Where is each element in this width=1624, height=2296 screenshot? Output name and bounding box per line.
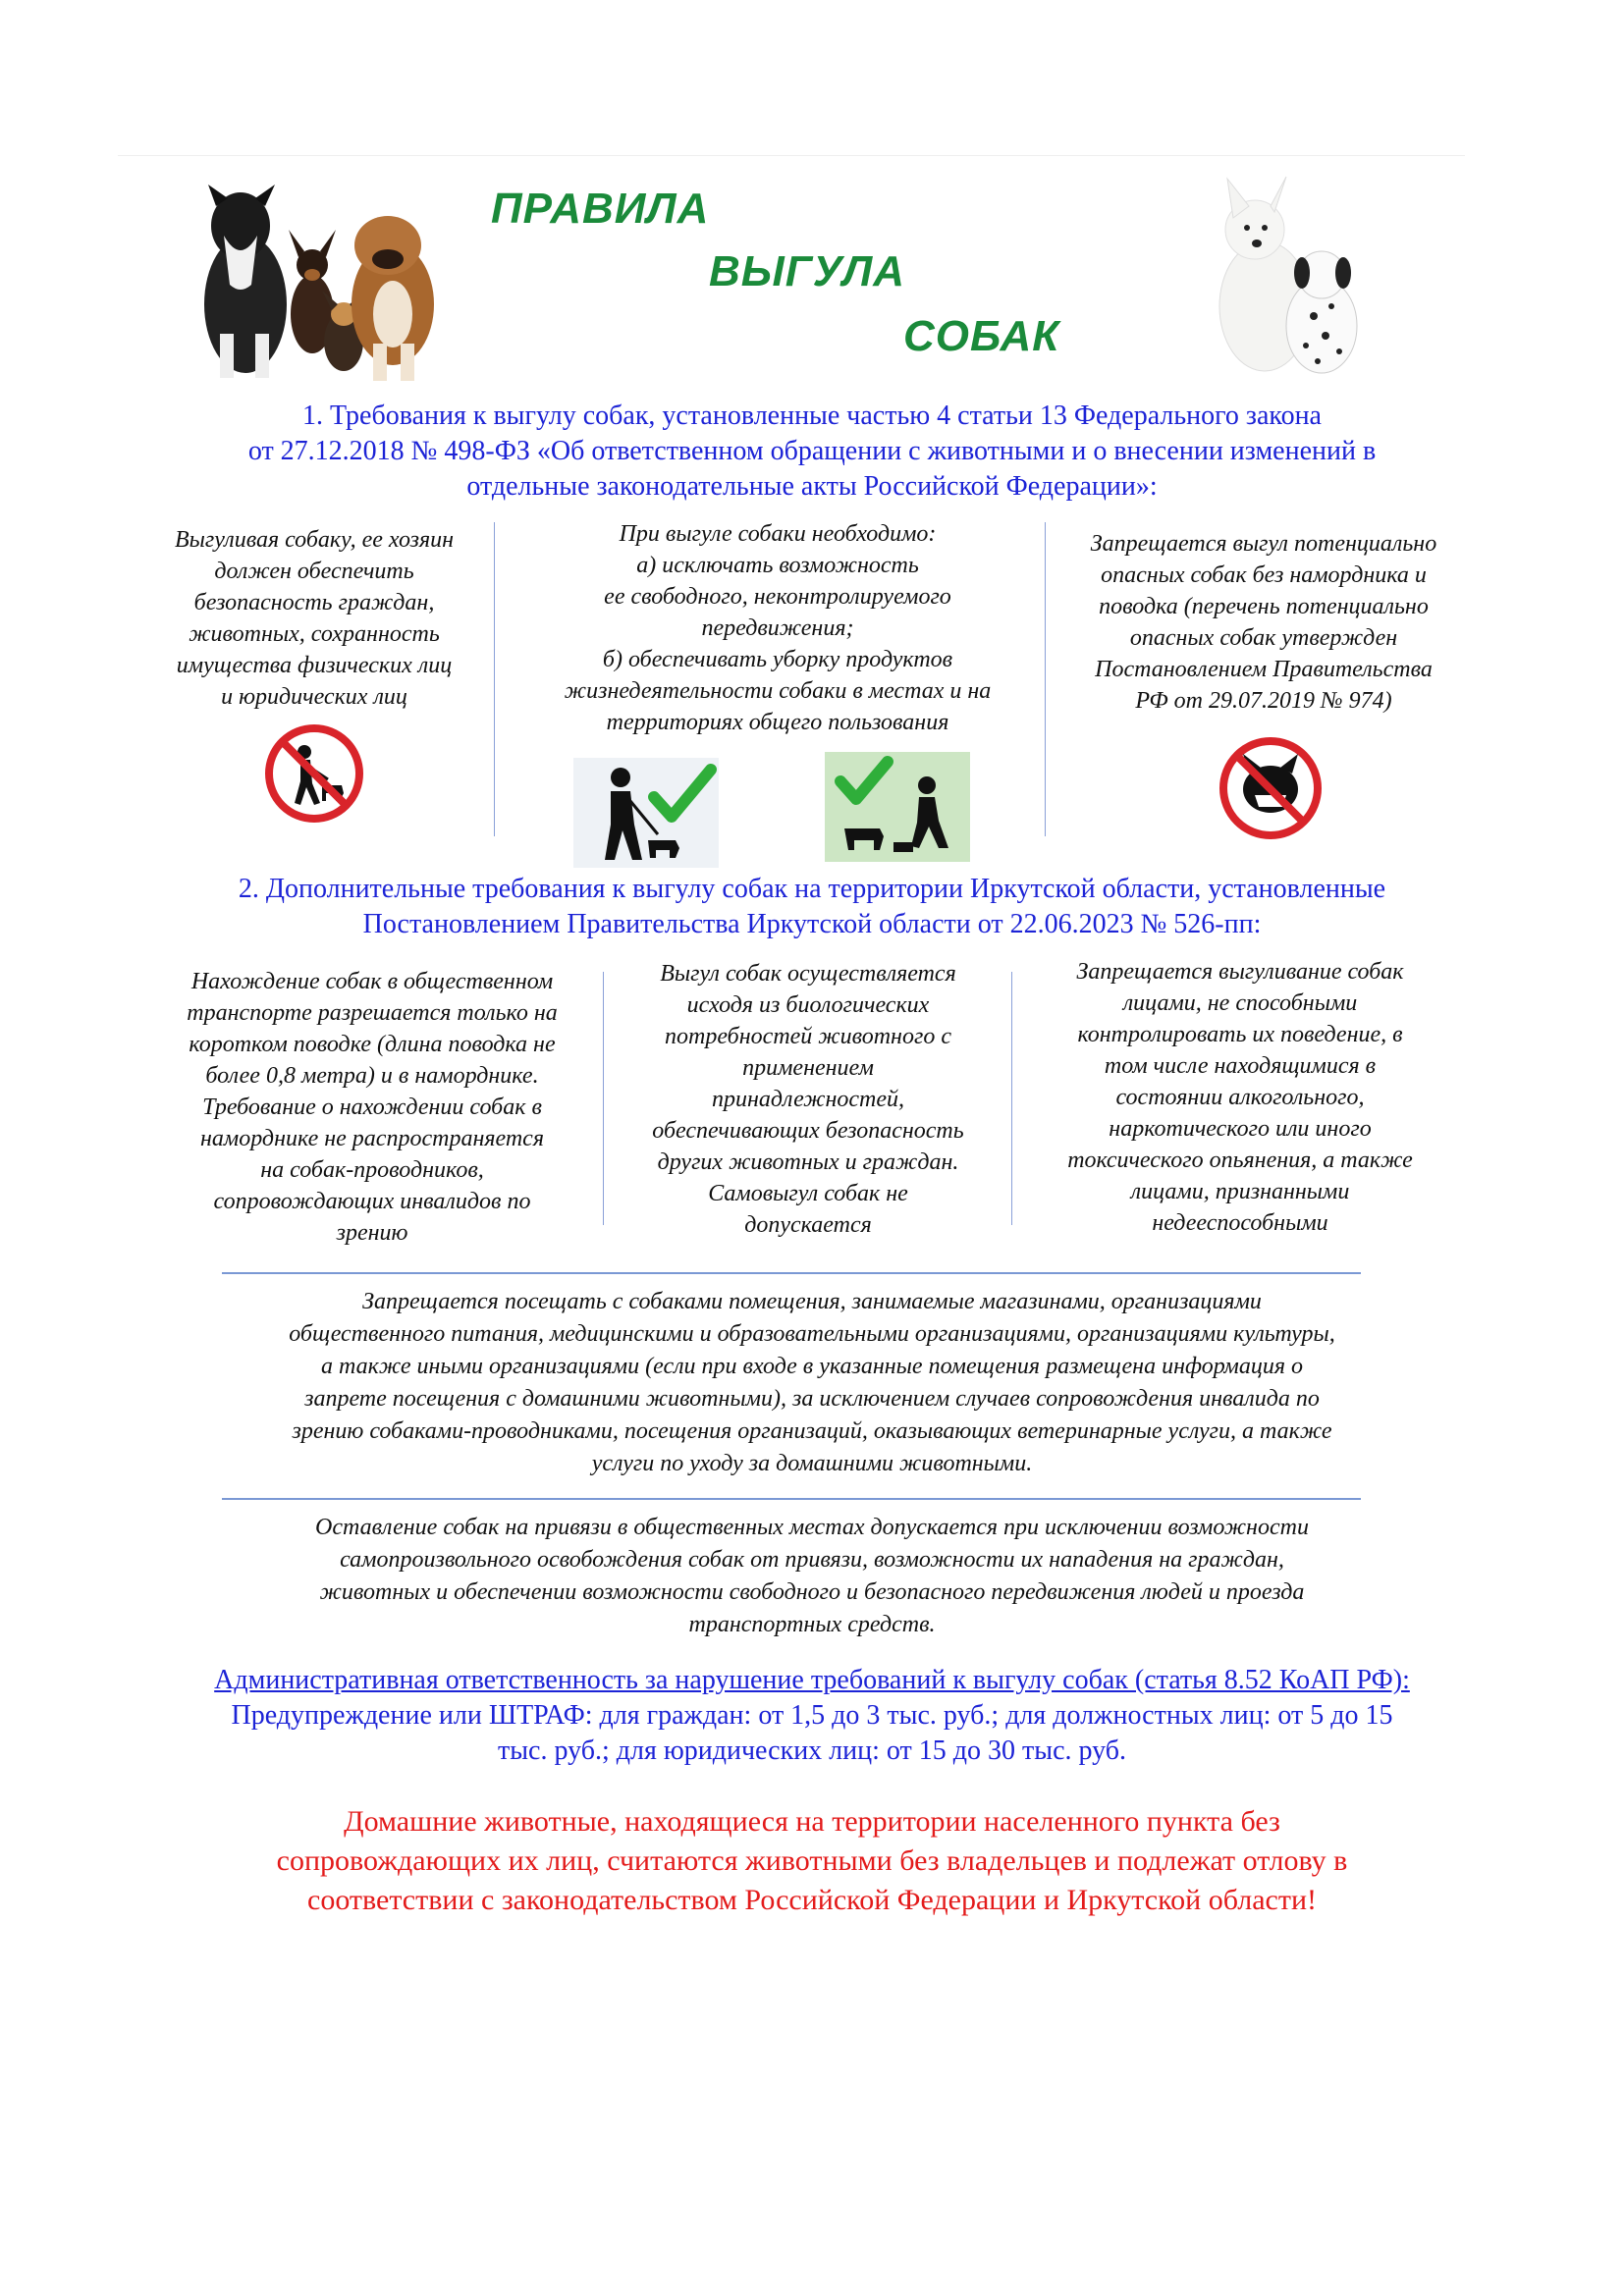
text-line: недееспособными bbox=[1152, 1210, 1328, 1236]
text-line: исходя из биологических bbox=[686, 992, 930, 1018]
text-line: потребностей животного с bbox=[665, 1024, 951, 1049]
section2-col3 bbox=[1021, 956, 1459, 1239]
text-line: услуги по уходу за домашними животными. bbox=[591, 1451, 1033, 1476]
top-divider bbox=[118, 155, 1465, 156]
text-line: коротком поводке (длина поводка не bbox=[189, 1032, 556, 1057]
text-line: Постановлением Правительства bbox=[1095, 657, 1433, 682]
text-line: транспортных средств. bbox=[688, 1612, 936, 1637]
text-line: Запрещается выгул потенциально bbox=[1090, 531, 1437, 557]
column-divider bbox=[1011, 972, 1012, 1225]
title-word-1: ПРАВИЛА bbox=[491, 185, 710, 233]
text-line: токсического опьянения, а также bbox=[1067, 1148, 1413, 1173]
text-line: других животных и граждан. bbox=[657, 1149, 959, 1175]
text-line: транспорте разрешается только на bbox=[187, 1000, 558, 1026]
text-line: наркотического или иного bbox=[1109, 1116, 1372, 1142]
text-line: Выгуливая собаку, ее хозяин bbox=[174, 527, 455, 553]
text-line: должен обеспечить bbox=[214, 559, 414, 584]
column-divider bbox=[603, 972, 604, 1225]
text-line: Домашние животные, находящиеся на территории населенного пункта без bbox=[344, 1805, 1280, 1838]
text-line: состоянии алкогольного, bbox=[1115, 1085, 1365, 1110]
text-line: на собак-проводников, bbox=[260, 1157, 484, 1183]
text-line: Запрещается посещать с собаками помещения, занимаемые магазинами, организациями bbox=[362, 1289, 1262, 1314]
liability-heading: Административная ответственность за нарушение требований к выгулу собак (статья 8.52 КоАП РФ): bbox=[214, 1665, 1410, 1695]
text-line: сопровождающих их лиц, считаются животными без владельцев и подлежат отлову в bbox=[276, 1844, 1348, 1877]
text-line: обеспечивающих безопасность bbox=[652, 1118, 964, 1144]
text-line: животных, сохранность bbox=[189, 621, 440, 647]
text-line: передвижения; bbox=[701, 615, 854, 641]
text-line: и юридических лиц bbox=[221, 684, 407, 710]
tether-paragraph bbox=[137, 1512, 1487, 1641]
column-divider bbox=[1045, 522, 1046, 836]
section2-heading-line: Постановлением Правительства Иркутской области от 22.06.2023 № 526-пп: bbox=[362, 909, 1262, 939]
section-divider bbox=[222, 1498, 1361, 1500]
section1-col3 bbox=[1062, 528, 1465, 717]
text-line: животных и обеспечении возможности свободного и безопасного передвижения людей и проезда bbox=[319, 1579, 1305, 1605]
text-line: самопроизвольного освобождения собак от привязи, возможности их нападения на граждан, bbox=[340, 1547, 1284, 1573]
text-line: опасных собак утвержден bbox=[1129, 625, 1398, 651]
text-line: опасных собак без намордника и bbox=[1101, 562, 1427, 588]
section2-heading-line: 2. Дополнительные требования к выгулу собак на территории Иркутской области, установленные bbox=[238, 874, 1386, 904]
text-line: Выгул собак осуществляется bbox=[660, 961, 956, 987]
premises-paragraph bbox=[137, 1286, 1487, 1480]
section-divider bbox=[222, 1272, 1361, 1274]
warning-block bbox=[118, 1802, 1506, 1920]
text-line: том числе находящимися в bbox=[1104, 1053, 1377, 1079]
text-line: сопровождающих инвалидов по bbox=[213, 1189, 531, 1214]
title-word-2: ВЫГУЛА bbox=[709, 247, 906, 295]
title-word-3: СОБАК bbox=[903, 312, 1060, 360]
text-line: запрете посещения с домашними животными), за исключением случаев сопровождения инвалида по bbox=[304, 1386, 1320, 1412]
section1-heading-line: от 27.12.2018 № 498-ФЗ «Об ответственном обращении с животными и о внесении изменений в bbox=[247, 436, 1377, 466]
text-line: принадлежностей, bbox=[711, 1087, 905, 1112]
text-line: безопасность граждан, bbox=[193, 590, 435, 615]
column-divider bbox=[494, 522, 495, 836]
section1-heading-line: 1. Требования к выгулу собак, установленные частью 4 статьи 13 Федерального закона bbox=[302, 400, 1322, 431]
person-walking-dog-check-icon bbox=[573, 758, 719, 868]
text-line: Самовыгул собак не bbox=[708, 1181, 908, 1206]
text-line: РФ от 29.07.2019 № 974) bbox=[1135, 688, 1392, 714]
text-line: соответствии с законодательством Российской Федерации и Иркутской области! bbox=[307, 1884, 1317, 1916]
text-line: применением bbox=[742, 1055, 874, 1081]
text-line: наморднике не распространяется bbox=[200, 1126, 544, 1151]
text-line: а) исключать возможность bbox=[636, 553, 919, 578]
liability-fines: Предупреждение или ШТРАФ: для граждан: от 1,5 до 3 тыс. руб.; для должностных лиц: от 5 до 15 bbox=[231, 1700, 1393, 1731]
text-line: Оставление собак на привязи в общественных местах допускается при исключении возможности bbox=[315, 1515, 1309, 1540]
text-line: допускается bbox=[744, 1212, 872, 1238]
text-line: территориях общего пользования bbox=[606, 710, 949, 735]
text-line: лицами, признанными bbox=[1130, 1179, 1350, 1204]
text-line: поводка (перечень потенциально bbox=[1099, 594, 1429, 619]
text-line: Нахождение собак в общественном bbox=[190, 969, 554, 994]
liability-block bbox=[118, 1663, 1506, 1769]
no-dangerous-dog-without-muzzle-icon bbox=[1216, 734, 1326, 842]
no-dog-walking-icon bbox=[263, 722, 365, 825]
section2-heading bbox=[118, 872, 1506, 942]
text-line: зрению собаками-проводниками, посещения организаций, оказывающих ветеринарные услуги, а также bbox=[292, 1418, 1332, 1444]
person-cleaning-up-check-icon bbox=[825, 752, 970, 862]
text-line: общественного питания, медицинскими и образовательными организациями, организациями культуры, bbox=[289, 1321, 1335, 1347]
section1-heading-line: отдельные законодательные акты Российской Федерации»: bbox=[466, 471, 1158, 502]
liability-fines: тыс. руб.; для юридических лиц: от 15 до 30 тыс. руб. bbox=[497, 1735, 1127, 1766]
text-line: Требование о нахождении собак в bbox=[202, 1095, 542, 1120]
text-line: лицами, не способными bbox=[1122, 990, 1358, 1016]
text-line: жизнедеятельности собаки в местах и на bbox=[564, 678, 992, 704]
text-line: более 0,8 метра) и в наморднике. bbox=[205, 1063, 539, 1089]
text-line: Запрещается выгуливание собак bbox=[1076, 959, 1404, 985]
text-line: контролировать их поведение, в bbox=[1077, 1022, 1403, 1047]
text-line: зрению bbox=[336, 1220, 408, 1246]
text-line: а также иными организациями (если при входе в указанные помещения размещена информация о bbox=[321, 1354, 1303, 1379]
text-line: б) обеспечивать уборку продуктов bbox=[602, 647, 953, 672]
section2-col2 bbox=[615, 958, 1001, 1241]
text-line: При выгуле собаки необходимо: bbox=[619, 521, 937, 547]
text-line: имущества физических лиц bbox=[176, 653, 453, 678]
text-line: ее свободного, неконтролируемого bbox=[604, 584, 951, 610]
section1-col1 bbox=[137, 524, 491, 713]
white-shepherd-dalmatian-photo bbox=[1196, 169, 1373, 375]
section2-col1 bbox=[147, 966, 597, 1249]
section1-heading bbox=[118, 399, 1506, 505]
dog-group-photo bbox=[187, 167, 442, 383]
section1-col2 bbox=[513, 518, 1043, 738]
